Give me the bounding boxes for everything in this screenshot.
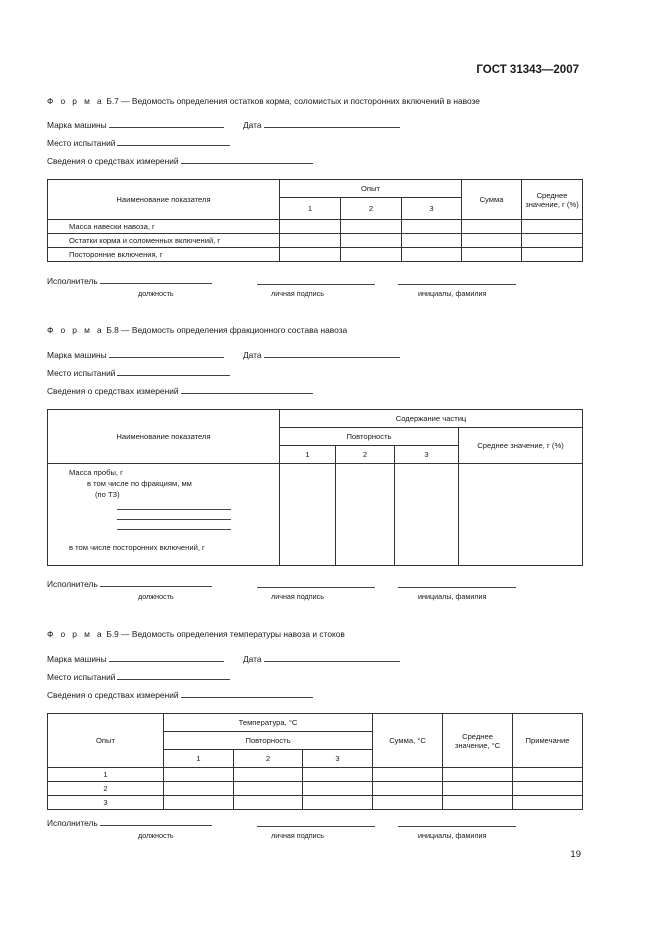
- table-cell[interactable]: [164, 796, 234, 810]
- table-cell[interactable]: [373, 782, 443, 796]
- th-sum: Сумма: [462, 180, 522, 220]
- form8-title-text: Б.8 — Ведомость определения фракционного состава навоза: [106, 325, 348, 335]
- table-cell[interactable]: [462, 220, 522, 234]
- row-label: 3: [48, 796, 164, 810]
- machine-label: Марка машины: [47, 120, 107, 130]
- form9-instruments-line: [47, 690, 313, 700]
- table-cell[interactable]: [336, 464, 395, 566]
- executor-label: Исполнитель: [47, 579, 98, 589]
- th-sub-3: 3: [395, 446, 459, 464]
- executor-label: Исполнитель: [47, 276, 98, 286]
- signature-field[interactable]: [257, 580, 375, 588]
- form8-body-cell: [48, 464, 280, 566]
- form7-date-line: [243, 120, 400, 130]
- row-label: Посторонние включения, г: [48, 248, 280, 262]
- date-field[interactable]: [264, 654, 400, 662]
- machine-field[interactable]: [109, 654, 224, 662]
- table-cell[interactable]: [402, 234, 462, 248]
- position-field[interactable]: [100, 276, 212, 284]
- row-label: Остатки корма и соломенных включений, г: [48, 234, 280, 248]
- form7-prefix: Ф о р м а: [47, 96, 105, 106]
- row-label: 2: [48, 782, 164, 796]
- form8-title: [47, 325, 347, 335]
- table-cell[interactable]: [443, 782, 513, 796]
- table-cell[interactable]: [280, 220, 341, 234]
- th-name: Наименование показателя: [48, 180, 280, 220]
- row-label: 1: [48, 768, 164, 782]
- fraction-blank-2[interactable]: [117, 510, 231, 520]
- name-field[interactable]: [398, 277, 516, 285]
- th-avg: Среднее значение, °С: [443, 714, 513, 768]
- fraction-blank-1[interactable]: [117, 500, 231, 510]
- table-row: [48, 768, 583, 782]
- table-row: [48, 782, 583, 796]
- place-field[interactable]: [117, 138, 230, 146]
- cap-position: должность: [138, 831, 174, 840]
- cap-signature: личная подпись: [271, 592, 324, 601]
- cap-position: должность: [138, 289, 174, 298]
- table-cell[interactable]: [234, 796, 303, 810]
- form7-place-line: [47, 138, 230, 148]
- table-row: [48, 796, 583, 810]
- form7-machine-line: [47, 120, 224, 130]
- table-cell[interactable]: [341, 220, 402, 234]
- form9-executor-line: [47, 818, 212, 828]
- form9-date-line: [243, 654, 400, 664]
- form9-place-line: [47, 672, 230, 682]
- table-cell[interactable]: [373, 796, 443, 810]
- position-field[interactable]: [100, 818, 212, 826]
- table-cell[interactable]: [280, 248, 341, 262]
- th-sub-3: 3: [303, 750, 373, 768]
- form7-title: [47, 96, 480, 106]
- page-number: 19: [570, 849, 581, 860]
- table-cell[interactable]: [402, 220, 462, 234]
- body-line-4: в том числе посторонних включений, г: [69, 543, 205, 552]
- table-cell[interactable]: [459, 464, 583, 566]
- table-cell[interactable]: [234, 768, 303, 782]
- machine-label: Марка машины: [47, 350, 107, 360]
- position-field[interactable]: [100, 579, 212, 587]
- form9-title-text: Б.9 — Ведомость определения температуры навоза и стоков: [106, 629, 345, 639]
- instruments-label: Сведения о средствах измерений: [47, 386, 179, 396]
- table-cell[interactable]: [373, 768, 443, 782]
- table-cell[interactable]: [513, 768, 583, 782]
- body-line-3: (по ТЗ): [95, 490, 120, 499]
- form7-title-text: Б.7 — Ведомость определения остатков корма, соломистых и посторонних включений в навозе: [106, 96, 480, 106]
- document-header: ГОСТ 31343—2007: [476, 64, 579, 76]
- body-line-1: Масса пробы, г: [69, 468, 123, 477]
- place-field[interactable]: [117, 368, 230, 376]
- table-cell[interactable]: [443, 796, 513, 810]
- form8-date-line: [243, 350, 400, 360]
- form9-title: [47, 629, 345, 639]
- table-cell[interactable]: [303, 768, 373, 782]
- row-label: Масса навески навоза, г: [48, 220, 280, 234]
- th-content: Содержание частиц: [280, 410, 583, 428]
- th-sub-1: 1: [280, 198, 341, 220]
- cap-signature: личная подпись: [271, 831, 324, 840]
- th-name: Наименование показателя: [48, 410, 280, 464]
- machine-label: Марка машины: [47, 654, 107, 664]
- table-cell[interactable]: [395, 464, 459, 566]
- form8-place-line: [47, 368, 230, 378]
- date-label: Дата: [243, 350, 262, 360]
- instruments-field[interactable]: [181, 690, 313, 698]
- table-row: [48, 220, 583, 234]
- name-field[interactable]: [398, 819, 516, 827]
- form7-instruments-line: [47, 156, 313, 166]
- table-cell[interactable]: [280, 234, 341, 248]
- th-avg: Среднее значение, г (%): [459, 428, 583, 464]
- form8-table: [47, 409, 583, 566]
- signature-field[interactable]: [257, 819, 375, 827]
- table-cell[interactable]: [522, 234, 583, 248]
- form9-prefix: Ф о р м а: [47, 629, 105, 639]
- form8-machine-line: [47, 350, 224, 360]
- place-label: Место испытаний: [47, 672, 116, 682]
- table-cell[interactable]: [462, 234, 522, 248]
- table-cell[interactable]: [522, 248, 583, 262]
- date-field[interactable]: [264, 120, 400, 128]
- th-sub-2: 2: [234, 750, 303, 768]
- place-label: Место испытаний: [47, 368, 116, 378]
- instruments-label: Сведения о средствах измерений: [47, 156, 179, 166]
- cap-position: должность: [138, 592, 174, 601]
- machine-field[interactable]: [109, 120, 224, 128]
- th-rep: Повторность: [280, 428, 459, 446]
- th-test: Опыт: [48, 714, 164, 768]
- table-row: [48, 248, 583, 262]
- executor-label: Исполнитель: [47, 818, 98, 828]
- table-row: [48, 464, 583, 566]
- form8-instruments-line: [47, 386, 313, 396]
- th-temp: Температура, °С: [164, 714, 373, 732]
- th-sub-2: 2: [336, 446, 395, 464]
- table-cell[interactable]: [513, 782, 583, 796]
- table-cell[interactable]: [164, 782, 234, 796]
- form7-executor-line: [47, 276, 212, 286]
- body-line-2: в том числе по фракциям, мм: [87, 479, 192, 488]
- table-cell[interactable]: [234, 782, 303, 796]
- th-sum: Сумма, °С: [373, 714, 443, 768]
- form8-executor-line: [47, 579, 212, 589]
- machine-field[interactable]: [109, 350, 224, 358]
- th-sub-1: 1: [280, 446, 336, 464]
- place-field[interactable]: [117, 672, 230, 680]
- form7-table: [47, 179, 583, 262]
- th-sub-1: 1: [164, 750, 234, 768]
- instruments-field[interactable]: [181, 156, 313, 164]
- date-label: Дата: [243, 120, 262, 130]
- th-note: Примечание: [513, 714, 583, 768]
- table-cell[interactable]: [303, 782, 373, 796]
- form9-table: [47, 713, 583, 810]
- table-cell[interactable]: [341, 248, 402, 262]
- instruments-label: Сведения о средствах измерений: [47, 690, 179, 700]
- cap-name: инициалы, фамилия: [418, 289, 487, 298]
- cap-name: инициалы, фамилия: [418, 831, 487, 840]
- table-cell[interactable]: [341, 234, 402, 248]
- cap-signature: личная подпись: [271, 289, 324, 298]
- table-cell[interactable]: [402, 248, 462, 262]
- place-label: Место испытаний: [47, 138, 116, 148]
- table-cell[interactable]: [513, 796, 583, 810]
- th-rep: Повторность: [164, 732, 373, 750]
- th-test: Опыт: [280, 180, 462, 198]
- fraction-blank-3[interactable]: [117, 520, 231, 530]
- th-sub-3: 3: [402, 198, 462, 220]
- signature-field[interactable]: [257, 277, 375, 285]
- table-cell[interactable]: [164, 768, 234, 782]
- table-cell[interactable]: [522, 220, 583, 234]
- instruments-field[interactable]: [181, 386, 313, 394]
- form8-prefix: Ф о р м а: [47, 325, 105, 335]
- table-cell[interactable]: [280, 464, 336, 566]
- date-field[interactable]: [264, 350, 400, 358]
- th-avg: Среднее значение, г (%): [522, 180, 583, 220]
- table-row: [48, 234, 583, 248]
- cap-name: инициалы, фамилия: [418, 592, 487, 601]
- table-cell[interactable]: [462, 248, 522, 262]
- name-field[interactable]: [398, 580, 516, 588]
- th-sub-2: 2: [341, 198, 402, 220]
- form9-machine-line: [47, 654, 224, 664]
- table-cell[interactable]: [443, 768, 513, 782]
- date-label: Дата: [243, 654, 262, 664]
- table-cell[interactable]: [303, 796, 373, 810]
